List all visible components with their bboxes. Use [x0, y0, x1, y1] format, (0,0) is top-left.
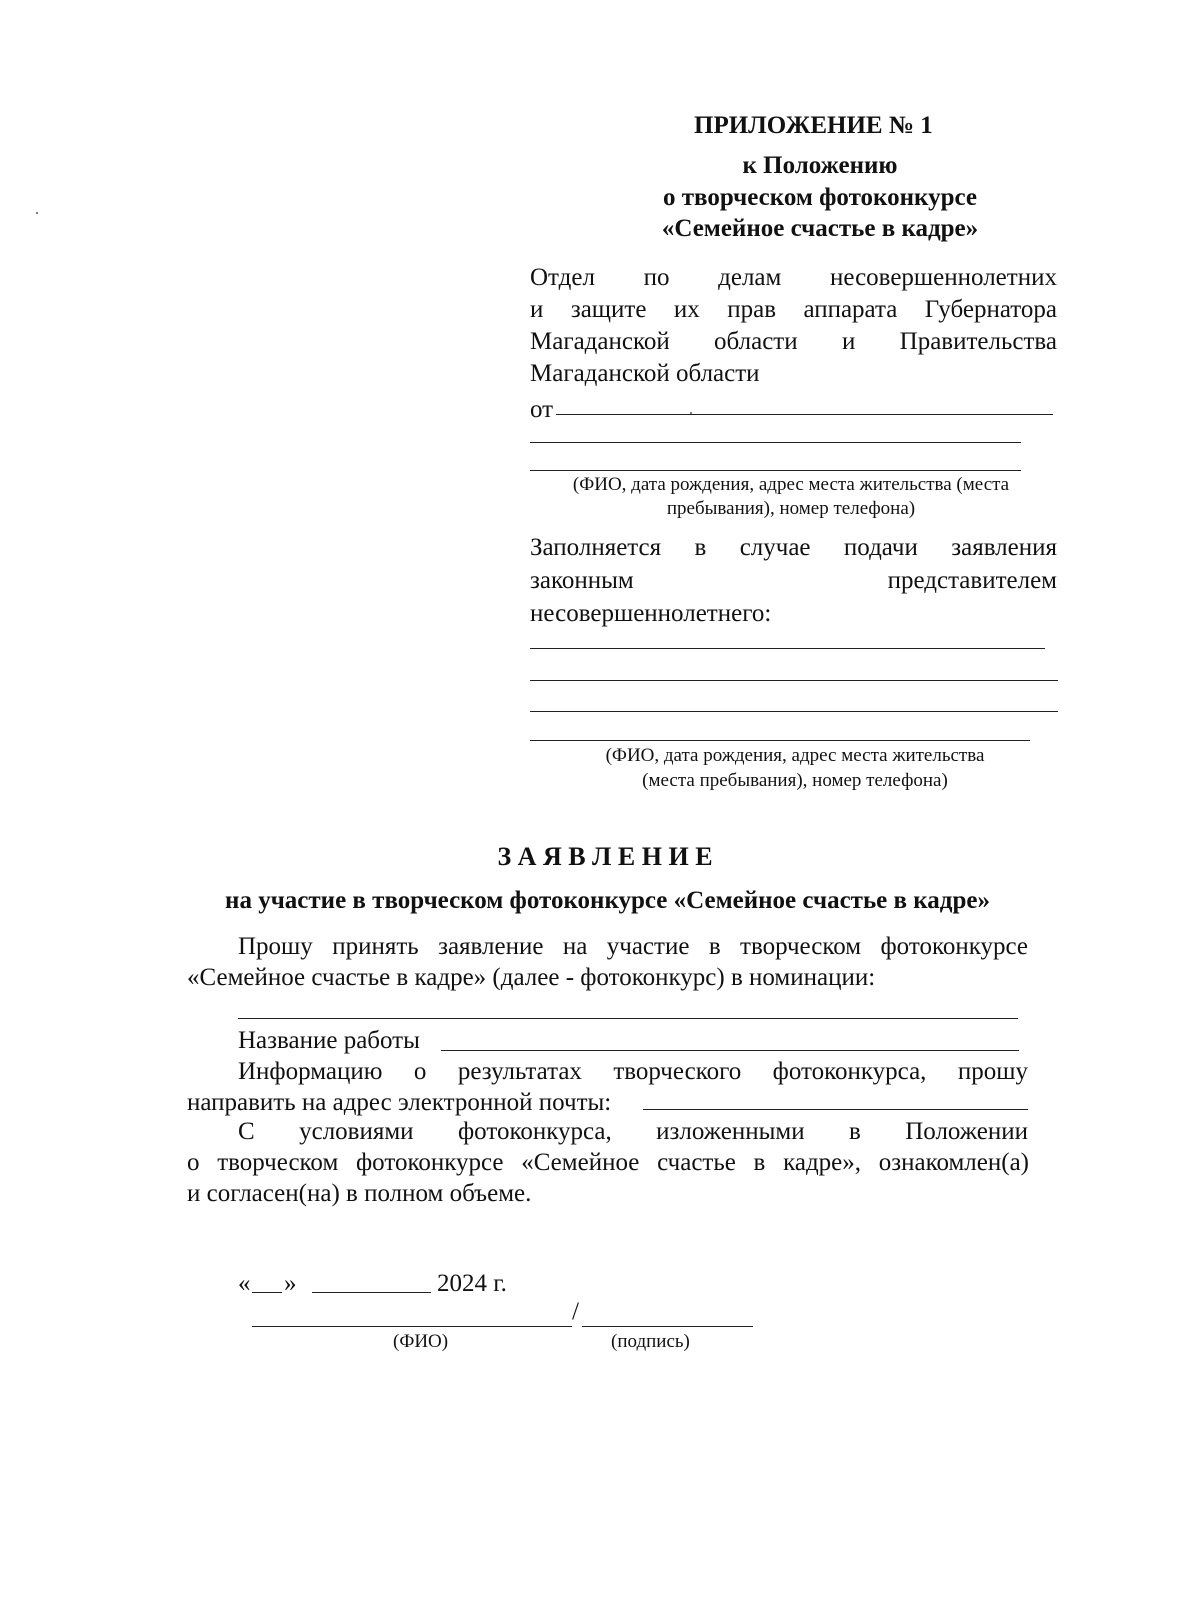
- representative-line-3: несовершеннолетнего:: [530, 600, 772, 627]
- representative-underline-4[interactable]: [530, 740, 1030, 741]
- statement-title: З А Я В Л Е Н И Е: [497, 842, 713, 871]
- date-open-quote: «: [238, 1270, 251, 1297]
- date-close-quote: »: [284, 1270, 297, 1297]
- from-underline-3[interactable]: [530, 470, 1021, 471]
- appendix-number: ПРИЛОЖЕНИЕ № 1: [694, 112, 933, 139]
- appendix-contest-name: «Семейное счастье в кадре»: [661, 215, 979, 242]
- addressee-word: Правительства: [899, 328, 1057, 355]
- addressee-word: делам: [718, 264, 782, 291]
- signature-underline[interactable]: [582, 1326, 753, 1327]
- representative-underline-2[interactable]: [530, 680, 1058, 681]
- day-underline[interactable]: [252, 1292, 282, 1293]
- representative-word: заявления: [951, 534, 1057, 561]
- addressee-word: Губернатора: [924, 296, 1057, 323]
- statement-paragraph-2-line-1: Информацию о результатах творческого фотоконкурса, прошу: [238, 1058, 1028, 1085]
- nomination-underline[interactable]: [238, 1018, 1018, 1019]
- representative-block: [530, 531, 1057, 630]
- signature-caption: (подпись): [611, 1331, 690, 1352]
- addressee-word: и: [530, 296, 544, 323]
- from-underline-2[interactable]: [530, 442, 1021, 443]
- scan-speck: [690, 412, 692, 414]
- addressee-word: Магаданской: [530, 328, 670, 355]
- addressee-line-4: Магаданской области: [530, 360, 760, 387]
- addressee-word: Отдел: [530, 264, 595, 291]
- appendix-to-regulation: к Положению: [742, 152, 898, 179]
- addressee-block: [530, 262, 1057, 390]
- from-caption-line-2: пребывания), номер телефона): [666, 498, 916, 519]
- fio-caption: (ФИО): [393, 1331, 449, 1352]
- email-underline[interactable]: [643, 1109, 1028, 1110]
- addressee-line-2: [530, 294, 1057, 326]
- addressee-word: аппарата: [803, 296, 898, 323]
- fio-underline[interactable]: [252, 1326, 572, 1327]
- date-year: 2024 г.: [437, 1270, 507, 1297]
- appendix-about: о творческом фотоконкурсе: [663, 184, 977, 211]
- representative-word: представителем: [887, 567, 1057, 594]
- work-title-label: Название работы: [238, 1027, 420, 1054]
- from-caption: [540, 473, 1042, 521]
- statement-paragraph-3-line-1: С условиями фотоконкурса, изложенными в Положении: [238, 1118, 1028, 1145]
- addressee-word: прав: [727, 296, 776, 323]
- addressee-word: области: [714, 328, 798, 355]
- representative-caption-line-2: (места пребывания), номер телефона): [642, 770, 948, 791]
- statement-paragraph-1-line-1: Прошу принять заявление на участие в творческом фотоконкурсе: [238, 933, 1028, 960]
- statement-paragraph-1-line-2: «Семейное счастье в кадре» (далее - фотоконкурс) в номинации:: [187, 964, 876, 991]
- addressee-line-1: [530, 262, 1057, 294]
- statement-paragraph-3-line-2: о творческом фотоконкурсе «Семейное счастье в кадре», ознакомлен(а): [187, 1149, 1029, 1176]
- representative-caption-line-1: (ФИО, дата рождения, адрес места жительства: [605, 745, 985, 766]
- signature-separator: /: [572, 1298, 579, 1325]
- work-title-underline[interactable]: [441, 1050, 1019, 1051]
- scan-speck: [36, 212, 38, 214]
- statement-subtitle: на участие в творческом фотоконкурсе «Семейное счастье в кадре»: [225, 887, 990, 914]
- representative-word: подачи: [843, 534, 918, 561]
- addressee-line-3: [530, 326, 1057, 358]
- representative-line-1: [530, 531, 1057, 564]
- representative-underline-3[interactable]: [530, 711, 1058, 712]
- representative-word: законным: [530, 567, 634, 594]
- addressee-word: по: [643, 264, 670, 291]
- addressee-word: и: [841, 328, 856, 355]
- representative-line-2: [530, 564, 1057, 597]
- addressee-word: их: [673, 296, 700, 323]
- from-caption-line-1: (ФИО, дата рождения, адрес места жительства (места: [572, 474, 1010, 495]
- from-label: от: [530, 396, 554, 423]
- representative-word: случае: [739, 534, 811, 561]
- month-underline[interactable]: [312, 1292, 431, 1293]
- representative-word: в: [694, 534, 707, 561]
- statement-paragraph-2-line-2: направить на адрес электронной почты:: [187, 1089, 612, 1116]
- representative-underline-1[interactable]: [530, 648, 1045, 649]
- representative-caption: [545, 743, 1045, 793]
- representative-word: Заполняется: [530, 534, 662, 561]
- from-underline-1[interactable]: [556, 414, 1053, 415]
- statement-paragraph-3-line-3: и согласен(на) в полном объеме.: [187, 1180, 532, 1207]
- addressee-word: защите: [570, 296, 647, 323]
- addressee-word: несовершеннолетних: [829, 264, 1057, 291]
